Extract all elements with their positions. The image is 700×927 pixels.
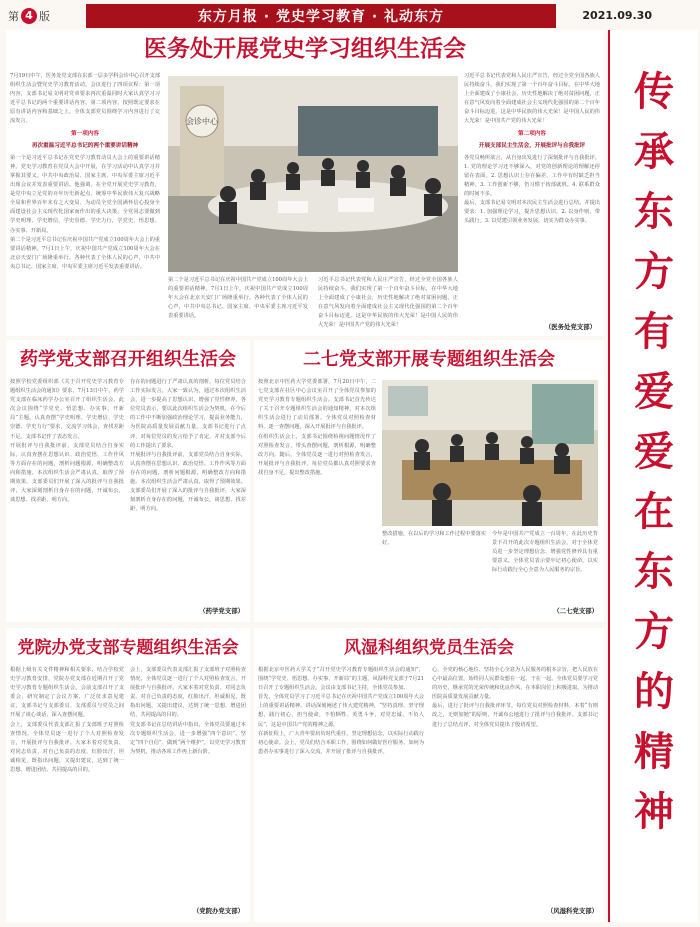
article-body-col1 bbox=[10, 378, 124, 614]
paragraph: 各党员畅所欲言，从自身出发进行了深刻批评与自我批评。1. 党的理论学习还不够深入，对党的创新理论的理解还停留在表面。2. 思想认识上存在偏差，工作中有时缺乏担当精神。3. 工作创新不够，仍习惯于按部就班。4. 联系群众的时间不多。 bbox=[464, 154, 600, 198]
article-body-col4 bbox=[464, 72, 600, 328]
article-body-col2 bbox=[432, 666, 598, 904]
article-title: 风湿科组织党员生活会 bbox=[344, 638, 514, 658]
article-signature: （风湿科党支部） bbox=[546, 907, 598, 915]
slogan-char: 东 bbox=[634, 548, 674, 595]
vertical-slogan bbox=[610, 62, 698, 842]
paragraph: 会上，支部委员代表支部汇报了支部班子对照检查情况，全体党员逐一进行了个人对照检查发言，开展批评与自我批评。大家本着对党负责、对同志负责、对自己负责的态度，红脸出汗，坦诚相见，既指出问题，又提出建议，达到了统一思想、增进团结、共同提高的目的。 bbox=[130, 667, 246, 719]
article-signature: （二七党支部） bbox=[553, 607, 598, 615]
article-body-col1 bbox=[10, 72, 160, 328]
slogan-char: 在 bbox=[634, 488, 674, 535]
slogan-char: 有 bbox=[634, 308, 674, 355]
article-signature: （党院办党支部） bbox=[192, 907, 244, 915]
article-title: 医务处开展党史学习组织生活会 bbox=[144, 36, 466, 62]
masthead-banner: 东方月报 · 党史学习教育 · 礼动东方 bbox=[86, 4, 556, 28]
subheading: 第一项内容 bbox=[71, 130, 99, 137]
article-title: 党院办党支部专题组织生活会 bbox=[17, 638, 239, 658]
paragraph: 习近平总书记代表党和人民庄严宣告，经过全党全国各族人民持续奋斗，我们实现了第一个百年奋斗目标，在中华大地上全面建成了小康社会，历史性地解决了绝对贫困问题，正在意气风发向着全面建成社会主义现代化强国的第二个百年奋斗目标迈进。这是中华民族的伟大光荣！是中国人民的伟大光荣！是中国共产党的伟大光荣！ bbox=[464, 73, 600, 125]
page-number bbox=[8, 8, 50, 24]
article-erqi bbox=[254, 340, 604, 622]
page-prefix: 第 bbox=[8, 10, 19, 23]
slogan-char: 东 bbox=[634, 188, 674, 235]
article-body-col2 bbox=[382, 530, 486, 604]
issue-date: 2021.09.30 bbox=[582, 9, 652, 22]
paragraph: 存在的问题进行了严肃认真的剖析，每位党员结合工作实际发言，大家一致认为，通过本次组织生活会，进一步提高了思想认识，增强了党性修养。各位党员表示，要以此次组织生活会为契机，在今后的工作中不断加强政治理论学习，提高业务能力，为医院高质量发展贡献力量。支部书记进行了点评，对每位党员的发言给予了肯定，并对支部今后的工作提出了要求。 bbox=[130, 379, 246, 449]
article-medical-affairs bbox=[6, 30, 604, 336]
paragraph: 心，全党的核心地位、坚持全心全意为人民服务的根本宗旨，把人民放在心中最高位置，始终同人民群众想在一起、干在一起。全体党员要学习党的历史，继承党的光荣传统和优良作风，在本职岗位上积极进取，为推动医院高质量发展贡献力量。 bbox=[432, 667, 598, 701]
svg-text:会诊中心: 会诊中心 bbox=[186, 117, 218, 126]
paragraph: 在组织生活会上，支部书记围绕检视问题情况作了对照检查发言，带头查摆问题，剖析根源，明确整改方向。随后，全体党员逐一进行对照检查发言，开展批评与自我批评，每位党员都认真对照要求查找自身不足，提出整改措施。 bbox=[258, 433, 376, 476]
paragraph: 第二个是习近平总书记在庆祝中国共产党成立100周年大会上的重要讲话精神。7月1日上午，庆祝中国共产党成立100周年大会在北京天安门广场隆重举行。各种代表了全体人民的心声，中共中央总书记、国家主席、中央军委主席习近平发表重要讲话。 bbox=[10, 236, 160, 270]
paragraph: 最后，支部书记易文明对本次民主生活会进行总结。并提出要求：1. 加强理论学习，提升思想认识。2. 以身作则，带头践行。3. 以党建引领业务发展，切实为群众办实事。 bbox=[464, 200, 600, 225]
article-pharmacy bbox=[6, 340, 250, 622]
article-title: 二七党支部开展专题组织生活会 bbox=[303, 349, 555, 370]
slogan-char: 的 bbox=[634, 668, 674, 715]
slogan-char: 传 bbox=[634, 68, 674, 115]
article-party-office bbox=[6, 628, 250, 922]
meeting-photo bbox=[168, 76, 458, 272]
paragraph: 根据北京中医药大学关于“召开党史学习教育专题组织生活会的通知”，围绕“学党史、悟思想、办实事、开新局”的主题，风湿科党支部于7月21日召开了专题组织生活会。会议由支部书记主持，全体党员参加。 bbox=[258, 667, 424, 692]
paragraph: 按照学校党委组织部《关于召开党史学习教育专题组织生活会的通知》要求，7月13日中午，药学党支部在临床药学办公室召开了组织生活会。此次会议围绕“学党史、悟思想、办实事、开新局”主题，认真查摆“学史明理、学史增信、学史崇德、学史力行”要求，交流学习体会，查找差距不足。支部书记作了表态发言。 bbox=[10, 379, 124, 440]
article-body-col1 bbox=[258, 666, 424, 914]
article-signature: （药学党支部） bbox=[199, 607, 244, 615]
slogan-char: 爱 bbox=[634, 368, 674, 415]
slogan-char: 爱 bbox=[634, 428, 674, 475]
paragraph: 7月19日中午，医务处党支部在东部一层多学科会诊中心召开支部组织生活会暨党史学习教育活动。会议进行了四项议程：第一项内容，支部书记易文明对党章要求再次重温同时大家认真学习习近平总书记的两个重要讲话内容。第二项内容，按照既定要求在原有讲话内容和基础之上，全体支部党员围绕学习内容进行了交流发言。 bbox=[10, 73, 160, 125]
subheading: 第二项内容 bbox=[518, 130, 546, 137]
article-body-col1 bbox=[258, 378, 376, 614]
slogan-char: 神 bbox=[634, 788, 674, 835]
paragraph: 第一个是习近平总书记在党史学习教育动员大会上的重要讲话精神。党史学习教育在党员大会中开展，在学习活动中认真学习并掌握其要义。中共中央政治局、国家主席、中央军委主席习近平出席会议并发表重要讲话。他强调，在全党开展党史学习教育，是党中央立足党的百年历史新起点、统筹中华民族伟大复兴战略全局和世界百年未有之大变局、为动员全党全国满怀信心投身全面建设社会主义现代化国家而作出的重大决策。全党同志要做到学史明理、学史增信、学史崇德、学史力行，学党史、悟思想、办实事、开新局。 bbox=[10, 154, 160, 234]
page-num-badge: 4 bbox=[21, 8, 37, 24]
article-rheumatology bbox=[254, 628, 604, 922]
meeting-photo bbox=[382, 380, 598, 526]
article-body-col3 bbox=[492, 530, 598, 604]
paragraph: 根据上级有关文件精神和相关要求，结合学校党史学习教育安排，党院办党支部在近期召开了党史学习教育专题组织生活会。会前支部召开了支委会，研究制定了会议方案，广泛征求意见建议，支部书记与支部委员、支部委员与党员之间开展了谈心谈话，深入查摆问题。 bbox=[10, 667, 124, 719]
paragraph: 会上，支部委员代表支部汇报了支部班子对照检查情况，全体党员逐一进行了个人对照检查发言，开展批评与自我批评。大家本着对党负责、对同志负责、对自己负责的态度，红脸出汗，坦诚相见，既指出问题，又提出建议，达到了统一思想、增进团结、共同提高的目的。 bbox=[10, 721, 124, 774]
masthead bbox=[6, 4, 694, 28]
paragraph: 整改措施。在以后的学习和工作过程中要落实好。 bbox=[382, 531, 486, 547]
slogan-char: 方 bbox=[634, 608, 674, 655]
paragraph: 第二个是习近平总书记在庆祝中国共产党成立100周年大会上的重要讲话精神。7月1日上午，庆祝中国共产党成立100周年大会在北京天安门广场隆重举行。各种代表了全体人民的心声，中共中央总书记、国家主席、中央军委主席习近平发表重要讲话。 bbox=[168, 277, 308, 320]
paragraph: 按照北京中医药大学党委部署，7月20日中午，二七党支部在社区中心会议室召开了全体党员参加的党史学习教育专题组织生活会。支部书记首先传达了关于召开专题组织生活会的通知精神，对本次组织生活会进行了动员部署。全体党员对照检查材料，逐一查摆问题，深入开展批评与自我批评。 bbox=[258, 379, 376, 431]
article-body-col2 bbox=[130, 666, 246, 904]
paragraph: 开展批评与自我批评前，支部党员结合自身实际，认真查摆在思想认识、政治觉悟、工作作风等方面存在的问题，剖析问题根源，明确整改方向和措施。本次组织生活会严肃认真，取得了预期效果。支部委员们开展了深入的批评与自我批评，大家深刻剖析自身存在的问题，开诚布公，谈思想、找差距、明方向。 bbox=[130, 451, 246, 513]
subheading: 开展支部民主生活会，开展批评与自我批评 bbox=[478, 142, 586, 149]
article-body-col1 bbox=[10, 666, 124, 914]
article-body-col3 bbox=[318, 276, 458, 330]
paragraph: 首先，全体党员学习了习近平总书记在庆祝中国共产党成立100周年大会上的重要讲话精神。讲话深刻阐述了伟大建党精神，“坚持真理、坚守理想，践行初心、担当使命，不怕牺牲、英勇斗争，对党忠诚、不负人民”，这是中国共产党的精神之源。 bbox=[258, 694, 424, 728]
paragraph: 今年是中国共产党成立一百周年，在此历史背景下召开的此次专题组织生活会，对于全体党员进一步坚定理想信念、增强党性修养具有重要意义。全体党员表示要牢记初心使命，以实际行动践行全心全意为人民服务的宗旨。 bbox=[492, 531, 598, 574]
paragraph: 习近平总书记代表党和人民庄严宣告，经过全党全国各族人民持续奋斗，我们实现了第一个百年奋斗目标，在中华大地上全面建成了小康社会，历史性地解决了绝对贫困问题，正在意气风发向着全面建成社会主义现代化强国的第二个百年奋斗目标迈进。这是中华民族的伟大光荣！是中国人民的伟大光荣！是中国共产党的伟大光荣！ bbox=[318, 277, 458, 329]
article-title: 药学党支部召开组织生活会 bbox=[20, 349, 236, 370]
page-suffix: 版 bbox=[39, 10, 50, 23]
slogan-char: 承 bbox=[634, 128, 674, 175]
subheading: 再次重温习近平总书记的两个重要讲话精神 bbox=[31, 142, 139, 149]
slogan-char: 方 bbox=[634, 248, 674, 295]
paragraph: 最后，进行了批评与自我批评环节。每位党员对照检查材料，本着“有则改之，无则加勉”的原则，开诚布公地进行了批评与自我批评。支部书记进行了总结点评，对全体党员提出了殷切希望。 bbox=[432, 703, 598, 728]
paragraph: 党支部书记在总结讲话中指出，全体党员要通过本次专题组织生活会，进一步增强“四个意识”、坚定“四个自信”、做到“两个维护”，以党史学习教育为契机，推动各项工作再上新台阶。 bbox=[130, 721, 246, 755]
paragraph: 开展批评与自我批评前，支部党员结合自身实际，认真查摆在思想认识、政治觉悟、工作作风等方面存在的问题，剖析问题根源，明确整改方向和措施。本次组织生活会严肃认真，取得了预期效果。支部委员们开展了深入的批评与自我批评，大家深刻剖析自身存在的问题，开诚布公，谈思想、找差距、明方向。 bbox=[10, 442, 124, 504]
article-body-col2 bbox=[130, 378, 246, 604]
slogan-char: 精 bbox=[634, 728, 674, 775]
article-signature: （医务处党支部） bbox=[544, 323, 596, 331]
article-body-col2 bbox=[168, 276, 308, 330]
paragraph: 在新征程上，广大青年要肩负时代重任，坚定理想信念，以实际行动践行初心使命。会上，党员们结合本职工作，围绕如何做好医疗服务、如何为患者办实事进行了深入交流，并开展了批评与自我批评。 bbox=[258, 730, 424, 755]
vertical-slogan-column bbox=[608, 30, 698, 922]
